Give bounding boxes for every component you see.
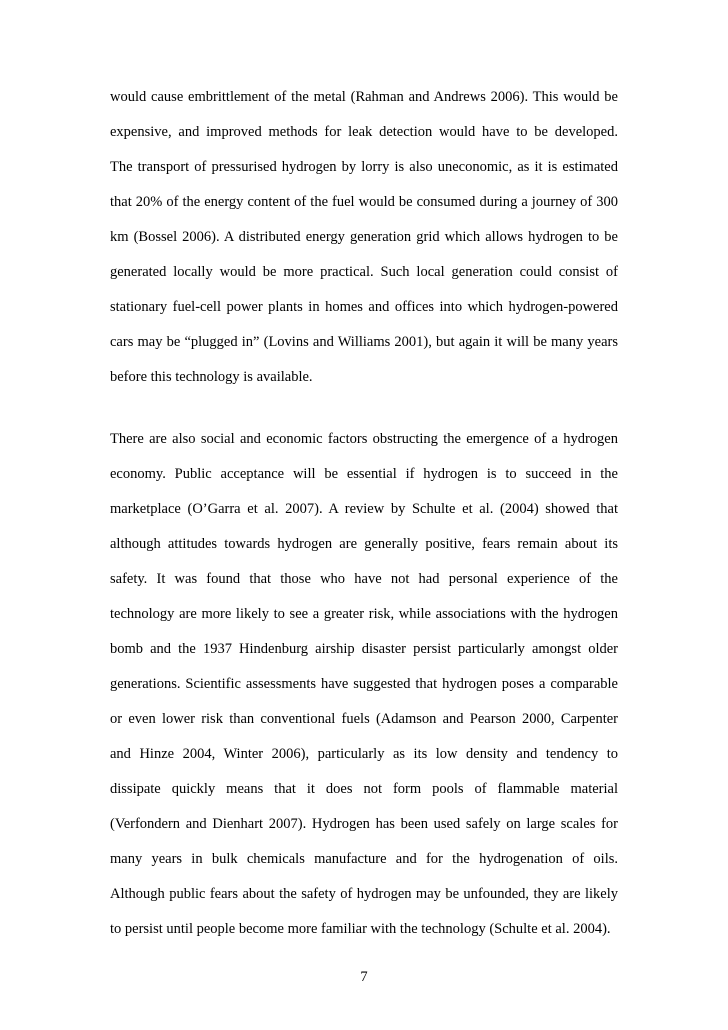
paragraph-line: that 20% of the energy content of the fuel would be consumed during a journey of 300 — [110, 194, 618, 210]
paragraph-line: marketplace (O’Garra et al. 2007). A review by Schulte et al. (2004) showed that — [110, 501, 618, 517]
paragraph-line: stationary fuel-cell power plants in homes and offices into which hydrogen-powered — [110, 299, 618, 315]
paragraph-line: dissipate quickly means that it does not form pools of flammable material — [110, 781, 618, 797]
paragraph-line: generations. Scientific assessments have suggested that hydrogen poses a comparable — [110, 676, 618, 692]
page-number: 7 — [360, 969, 368, 985]
paragraph-line: There are also social and economic factors obstructing the emergence of a hydrogen — [110, 431, 618, 447]
paragraph-line: and Hinze 2004, Winter 2006), particularly as its low density and tendency to — [110, 746, 618, 762]
paragraph-line: Although public fears about the safety of hydrogen may be unfounded, they are likely — [110, 886, 618, 902]
paragraph-line: safety. It was found that those who have not had personal experience of the — [110, 571, 618, 587]
paragraph-line: before this technology is available. — [110, 369, 313, 385]
paragraph-line: km (Bossel 2006). A distributed energy generation grid which allows hydrogen to be — [110, 229, 618, 245]
paragraph-line: economy. Public acceptance will be essential if hydrogen is to succeed in the — [110, 466, 618, 482]
paragraph-line: to persist until people become more familiar with the technology (Schulte et al. 2004). — [110, 921, 611, 937]
paragraph-line: or even lower risk than conventional fuels (Adamson and Pearson 2000, Carpenter — [110, 711, 618, 727]
paragraph-line: expensive, and improved methods for leak detection would have to be developed. — [110, 124, 618, 140]
paragraph-line: many years in bulk chemicals manufacture and for the hydrogenation of oils. — [110, 851, 618, 867]
paragraph-line: (Verfondern and Dienhart 2007). Hydrogen has been used safely on large scales for — [110, 816, 618, 832]
paragraph-line: although attitudes towards hydrogen are generally positive, fears remain about its — [110, 536, 618, 552]
paragraph-line: cars may be “plugged in” (Lovins and Williams 2001), but again it will be many years — [110, 334, 618, 350]
paragraph-line: technology are more likely to see a greater risk, while associations with the hydrogen — [110, 606, 618, 622]
paragraph-line: bomb and the 1937 Hindenburg airship disaster persist particularly amongst older — [110, 641, 618, 657]
paragraph-line: would cause embrittlement of the metal (Rahman and Andrews 2006). This would be — [110, 89, 618, 105]
paragraph-line: The transport of pressurised hydrogen by lorry is also uneconomic, as it is estimated — [110, 159, 618, 175]
paragraph-line: generated locally would be more practical. Such local generation could consist of — [110, 264, 618, 280]
